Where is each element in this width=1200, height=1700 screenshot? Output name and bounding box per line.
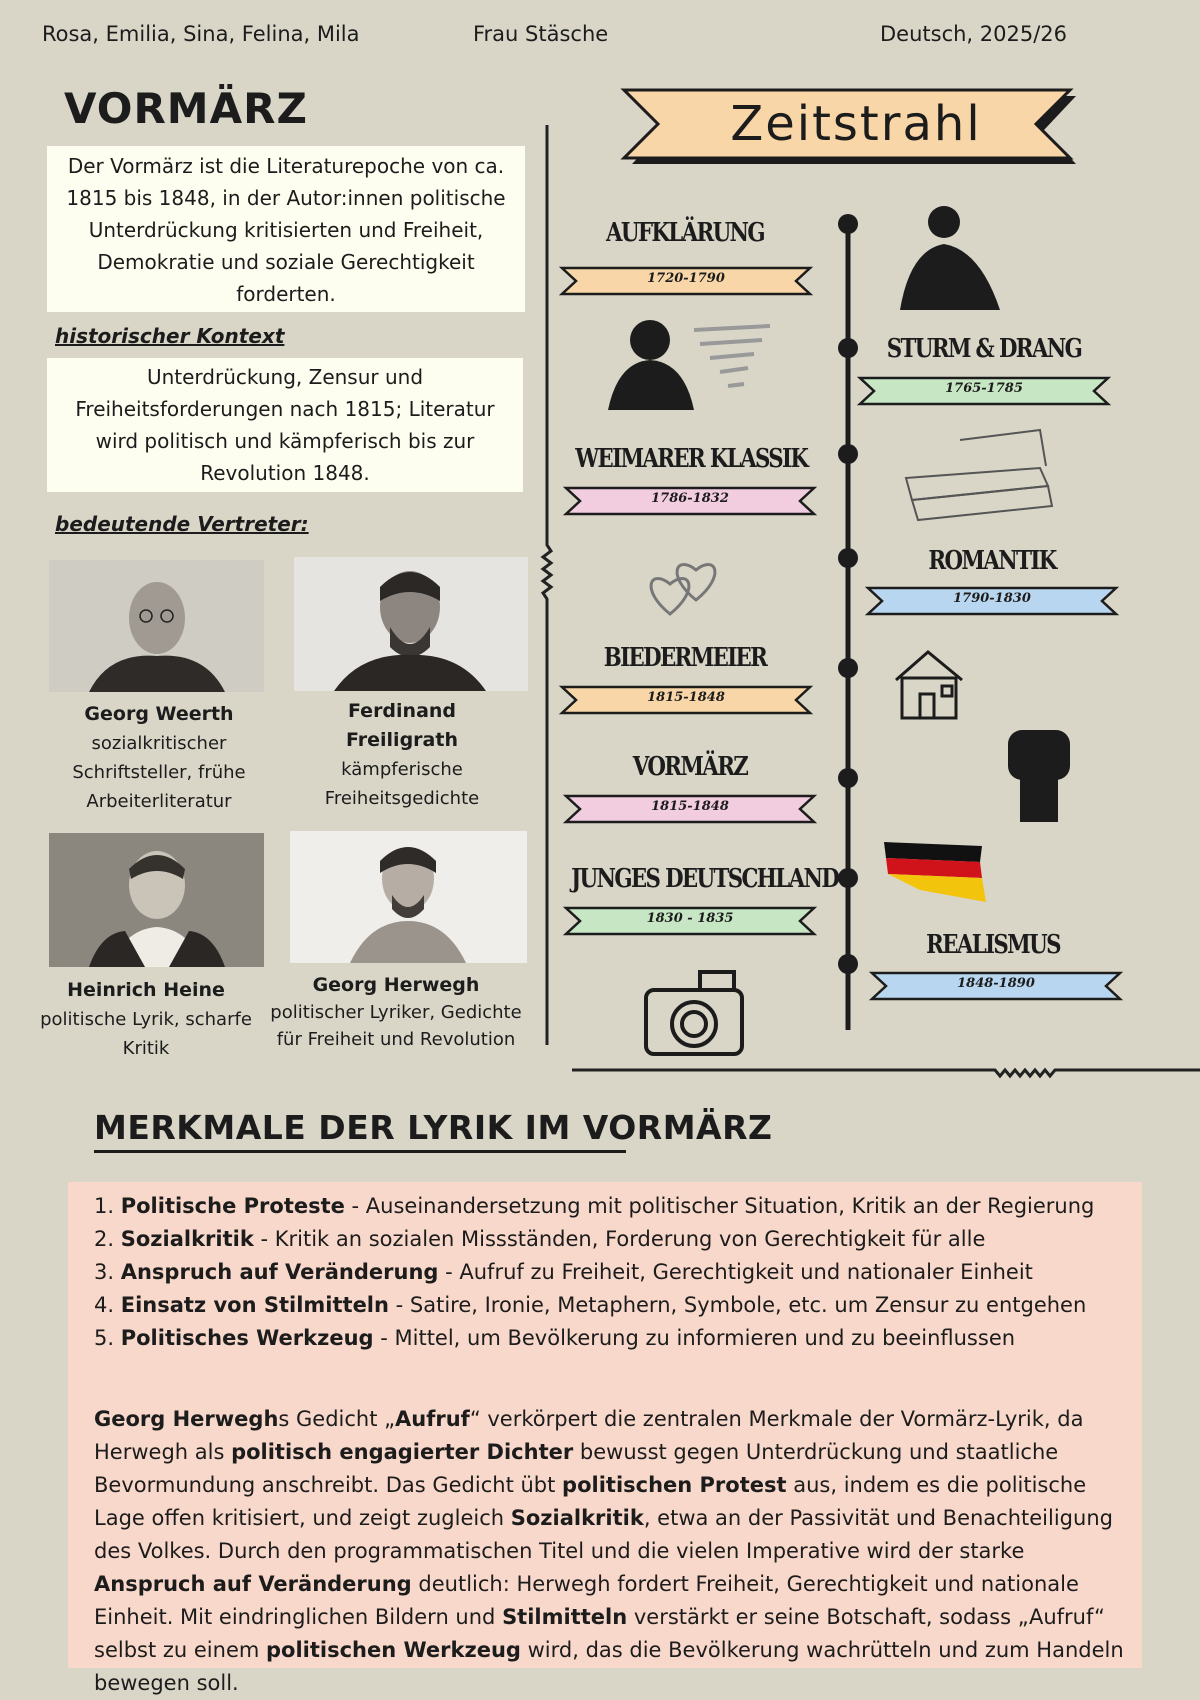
paragraph-emphasis: Georg Herwegh <box>94 1407 279 1431</box>
epoch-name-klassik: WEIMARER KLASSIK <box>575 444 808 474</box>
house-icon <box>896 652 962 718</box>
epoch-name-jungesdeutschland: JUNGES DEUTSCHLAND <box>571 864 839 894</box>
paragraph-text: aus, indem es die politische Lage offen kritisiert, und zeigt zugleich <box>94 1473 1087 1530</box>
epoch-dates-vormaerz: 1815-1848 <box>651 799 729 814</box>
epoch-dates-jungesdeutschland: 1830 - 1835 <box>646 911 734 926</box>
header-authors: Rosa, Emilia, Sina, Felina, Mila <box>42 22 360 46</box>
list-item: 5. Politisches Werkzeug - Mittel, um Bevölkerung zu informieren und zu beeinflussen <box>94 1326 1016 1350</box>
paragraph-text: s Gedicht „ <box>278 1407 396 1431</box>
column-divider <box>543 125 551 1045</box>
paragraph-text: “ verkörpert die zentralen Merkmale der Vormärz-Lyrik, da Herwegh als <box>94 1407 1084 1464</box>
paragraph-text: wird, das die Bevölkerung wachrütteln und zum Handeln bewegen soll. <box>94 1638 1124 1695</box>
epoch-dates-sturm: 1765-1785 <box>945 381 1023 396</box>
german-flag-icon <box>884 842 986 902</box>
rep-desc: sozialkritischer Schriftsteller, frühe Arbeiterliteratur <box>72 733 246 812</box>
epoch-dates-klassik: 1786-1832 <box>651 491 729 506</box>
merkmale-title: MERKMALE DER LYRIK IM VORMÄRZ <box>94 1108 773 1147</box>
epoch-name-realismus: REALISMUS <box>926 930 1060 960</box>
timeline-title: Zeitstrahl <box>730 96 982 152</box>
epoch-dates-biedermeier: 1815-1848 <box>647 690 725 705</box>
epoch-name-aufklaerung: AUFKLÄRUNG <box>606 218 764 248</box>
list-item: 2. Sozialkritik - Kritik an sozialen Missständen, Forderung von Gerechtigkeit für alle <box>94 1227 986 1251</box>
paragraph-text: deutlich: Herwegh fordert Freiheit, Gerechtigkeit und nationale Einheit. Mit eindringlichen Bildern und <box>94 1572 1079 1629</box>
paragraph-emphasis: Stilmitteln <box>502 1605 628 1629</box>
rep-name: Georg Herwegh <box>312 974 480 996</box>
context-box: Unterdrückung, Zensur und Freiheitsforderungen nach 1815; Literatur wird politisch und kämpferisch bis zur Revolution 1848. <box>47 358 523 492</box>
list-item: 4. Einsatz von Stilmitteln - Satire, Ironie, Metaphern, Symbole, etc. um Zensur zu entgehen <box>94 1293 1087 1317</box>
raised-fist-icon <box>1008 730 1070 822</box>
epoch-dates-realismus: 1848-1890 <box>957 976 1035 991</box>
epoch-name-vormaerz: VORMÄRZ <box>632 752 748 782</box>
books-illustration <box>906 430 1052 520</box>
header-teacher: Frau Stäsche <box>473 22 609 46</box>
herwegh-paragraph <box>94 1403 1124 1700</box>
epoch-name-sturm: STURM & DRANG <box>886 334 1082 364</box>
rep-name: Heinrich Heine <box>67 979 225 1001</box>
rep-name: Georg Weerth <box>84 703 234 725</box>
representatives-heading: bedeutende Vertreter: <box>55 512 309 536</box>
merkmale-title-underline <box>94 1150 626 1153</box>
paragraph-emphasis: Sozialkritik <box>510 1506 644 1530</box>
merkmale-box <box>68 1182 1142 1695</box>
rep-desc: politische Lyrik, scharfe Kritik <box>40 1009 252 1059</box>
merkmale-list <box>94 1190 1094 1355</box>
paragraph-emphasis: politischen Werkzeug <box>266 1638 521 1662</box>
paragraph-text: , etwa an der Passivität und Benachteiligung des Volkes. Durch den programmatischen Titel und die vielen Imperative wird der starke <box>94 1506 1113 1563</box>
rep-name: Ferdinand Freiligrath <box>346 700 458 751</box>
writer-illustration <box>900 206 1000 310</box>
context-heading: historischer Kontext <box>55 324 285 348</box>
header-subject: Deutsch, 2025/26 <box>880 22 1068 46</box>
intro-box: Der Vormärz ist die Literaturepoche von ca. 1815 bis 1848, in der Autor:innen politische Unterdrückung kritisierten und Freiheit, Demokratie und soziale Gerechtigkeit forderten. <box>47 146 525 312</box>
list-item: 1. Politische Proteste - Auseinandersetzung mit politischer Situation, Kritik an der Regierung <box>94 1194 1095 1218</box>
paragraph-text: bewusst gegen Unterdrückung und staatliche Bevormundung anschreibt. Das Gedicht übt <box>94 1440 1059 1497</box>
epoch-dates-aufklaerung: 1720-1790 <box>647 271 725 286</box>
tornado-icon <box>694 326 770 386</box>
rep-desc: kämpferische Freiheitsgedichte <box>324 759 480 809</box>
epoch-name-romantik: ROMANTIK <box>928 546 1056 576</box>
page-title: VORMÄRZ <box>64 84 308 133</box>
paragraph-emphasis: politisch engagierter Dichter <box>231 1440 574 1464</box>
hearts-icon <box>651 565 715 614</box>
section-divider <box>572 1070 1200 1076</box>
paragraph-emphasis: Aufruf <box>395 1407 470 1431</box>
paragraph-emphasis: Anspruch auf Veränderung <box>94 1572 412 1596</box>
camera-icon <box>646 972 742 1054</box>
paragraph-text: verstärkt er seine Botschaft, sodass „Aufruf“ selbst zu einem <box>94 1605 1105 1662</box>
paragraph-emphasis: politischen Protest <box>562 1473 787 1497</box>
goethe-bust-illustration <box>608 320 694 410</box>
list-item: 3. Anspruch auf Veränderung - Aufruf zu Freiheit, Gerechtigkeit und nationaler Einheit <box>94 1260 1033 1284</box>
rep-desc: politischer Lyriker, Gedichte für Freiheit und Revolution <box>270 1002 522 1050</box>
epoch-dates-romantik: 1790-1830 <box>953 591 1031 606</box>
epoch-name-biedermeier: BIEDERMEIER <box>603 643 767 673</box>
